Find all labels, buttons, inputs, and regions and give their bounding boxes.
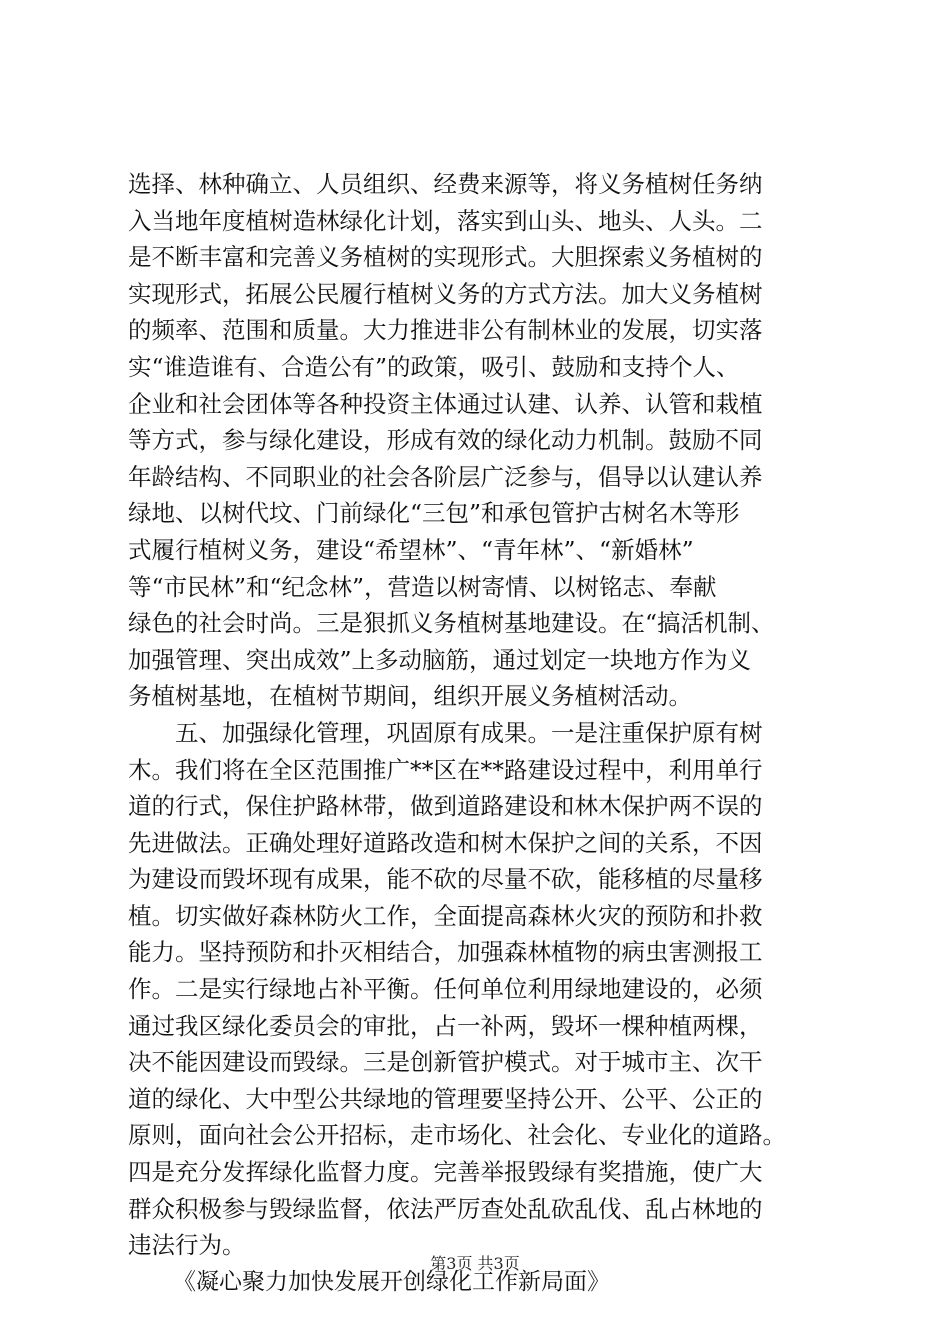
text-line: 先进做法。正确处理好道路改造和树木保护之间的关系，不因 [128,828,763,857]
text-line: 加强管理、突出成效”上多动脑筋，通过划定一块地方作为义 [128,645,752,674]
text-line: 能力。坚持预防和扑灭相结合，加强森林植物的病虫害测报工 [128,938,763,967]
text-line: 是不断丰富和完善义务植树的实现形式。大胆探索义务植树的 [128,243,763,272]
page-footer: 第3页 共3页 [430,1254,520,1273]
text-line: 道的行式，保住护路林带，做到道路建设和林木保护两不误的 [128,792,763,821]
text-line: 通过我区绿化委员会的审批，占一补两，毁坏一棵种植两棵， [128,1011,763,1040]
text-line: 作。二是实行绿地占补平衡。任何单位利用绿地建设的，必须 [128,975,763,1004]
text-line: 年龄结构、不同职业的社会各阶层广泛参与，倡导以认建认养 [128,462,763,491]
text-line: 绿色的社会时尚。三是狠抓义务植树基地建设。在“搞活机制、 [128,609,775,638]
closing-title-line: 《凝心聚力加快发展开创绿化工作新局面》 [173,1268,610,1295]
text-line: 等方式，参与绿化建设，形成有效的绿化动力机制。鼓励不同 [128,426,763,455]
text-line: 务植树基地，在植树节期间，组织开展义务植树活动。 [128,682,692,711]
text-line: 五、加强绿化管理，巩固原有成果。一是注重保护原有树 [175,718,763,747]
text-line: 原则，面向社会公开招标，走市场化、社会化、专业化的道路。 [128,1121,786,1150]
text-line: 等“市民林”和“纪念林”，营造以树寄情、以树铭志、奉献 [128,572,717,601]
text-line: 实现形式，拓展公民履行植树义务的方式方法。加大义务植树 [128,279,763,308]
text-line: 实“谁造谁有、合造公有”的政策，吸引、鼓励和支持个人、 [128,352,740,381]
text-line: 四是充分发挥绿化监督力度。完善举报毁绿有奖措施，使广大 [128,1158,763,1187]
text-line: 企业和社会团体等各种投资主体通过认建、认养、认管和栽植 [128,389,763,418]
text-line: 决不能因建设而毁绿。三是创新管护模式。对于城市主、次干 [128,1048,763,1077]
text-line: 群众积极参与毁绿监督，依法严厉查处乱砍乱伐、乱占林地的 [128,1194,763,1223]
text-line: 违法行为。 [128,1231,246,1260]
text-line: 为建设而毁坏现有成果，能不砍的尽量不砍，能移植的尽量移 [128,865,763,894]
text-line: 绿地、以树代坟、门前绿化“三包”和承包管护古树名木等形 [128,499,740,528]
text-line: 植。切实做好森林防火工作，全面提高森林火灾的预防和扑救 [128,901,763,930]
text-line: 入当地年度植树造林绿化计划，落实到山头、地头、人头。二 [128,206,763,235]
text-line: 选择、林种确立、人员组织、经费来源等，将义务植树任务纳 [128,170,763,198]
text-line: 的频率、范围和质量。大力推进非公有制林业的发展，切实落 [128,316,763,345]
text-line: 木。我们将在全区范围推广**区在**路建设过程中，利用单行 [128,755,763,784]
document-body [128,166,844,1300]
text-line: 式履行植树义务，建设“希望林”、“青年林”、“新婚林” [128,535,694,564]
text-line: 道的绿化、大中型公共绿地的管理要坚持公开、公平、公正的 [128,1084,763,1113]
